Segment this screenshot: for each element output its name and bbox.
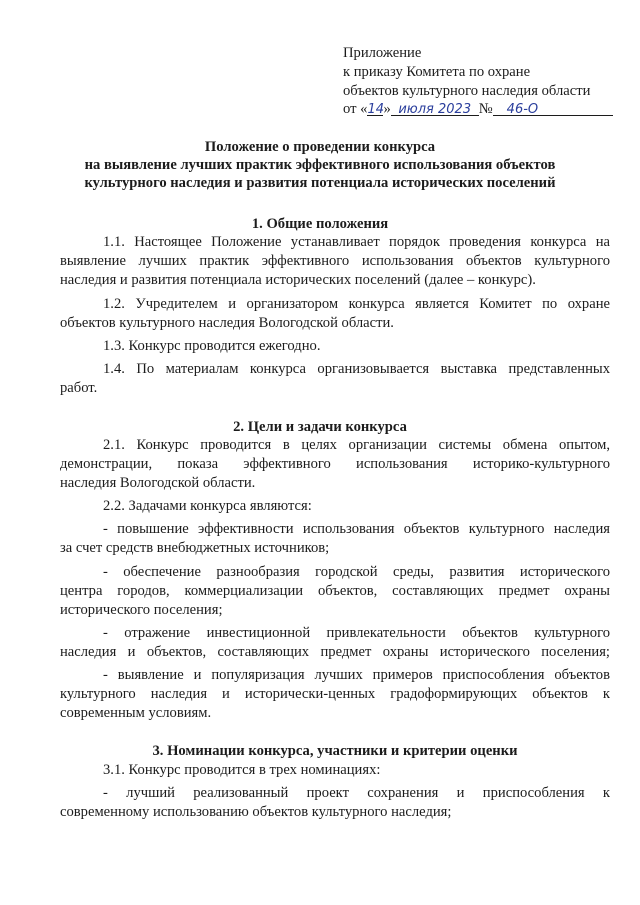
- section-heading: 2. Цели и задачи конкурса: [233, 419, 407, 435]
- list-item-line: - повышение эффективности использования объектов культурного наследия: [103, 521, 610, 537]
- paragraph-line: 1.3. Конкурс проводится ежегодно.: [103, 338, 321, 354]
- paragraph-line: наследия и развития потенциала исторических поселений (далее – конкурс).: [60, 272, 536, 288]
- paragraph-line: объектов культурного наследия Вологодской области.: [60, 315, 394, 331]
- list-item-line: современному использованию объектов культурного наследия;: [60, 804, 452, 820]
- document-title: культурного наследия и развития потенциала исторических поселений: [84, 175, 556, 191]
- list-item-line: - выявление и популяризация лучших примеров приспособления объектов: [103, 667, 610, 683]
- list-item-line: - отражение инвестиционной привлекательности объектов культурного: [103, 625, 610, 641]
- paragraph-line: 1.4. По материалам конкурса организовывается выставка представленных: [103, 361, 610, 377]
- paragraph-line: демонстрации, показа эффективного использования историко-культурного: [60, 456, 610, 472]
- handwritten-order-number: 46-О: [506, 102, 539, 117]
- paragraph-line: 2.2. Задачами конкурса являются:: [103, 498, 312, 514]
- list-item-line: - лучший реализованный проект сохранения и приспособления к: [103, 785, 610, 801]
- date-close-quote: »: [383, 101, 391, 117]
- list-item-line: центра городов, коммерциализации объектов, составляющих предмет охраны: [60, 583, 610, 599]
- number-label: №: [478, 101, 493, 117]
- list-item-line: культурного наследия и исторически-ценных градоформирующих объектов к: [60, 686, 610, 702]
- paragraph-line: выявление лучших практик эффективного использования объектов культурного: [60, 253, 610, 269]
- section-heading: 1. Общие положения: [251, 216, 389, 232]
- paragraph-line: 3.1. Конкурс проводится в трех номинациях:: [103, 762, 381, 778]
- list-item-line: исторического поселения;: [60, 602, 223, 618]
- list-item-line: современным условиям.: [60, 705, 212, 721]
- document-title: на выявление лучших практик эффективного использования объектов: [84, 157, 556, 173]
- order-reference-line: к приказу Комитета по охране: [343, 64, 531, 80]
- appendix-label: Приложение: [343, 45, 422, 61]
- paragraph-line: работ.: [60, 380, 98, 396]
- order-reference-line: объектов культурного наследия области: [343, 83, 591, 99]
- date-from-label: от «: [343, 101, 368, 117]
- paragraph-line: наследия Вологодской области.: [60, 475, 256, 491]
- handwritten-day: 14: [367, 102, 384, 117]
- list-item-line: за счет средств внебюджетных источников;: [60, 540, 330, 556]
- date-day-field: [367, 100, 383, 116]
- order-date-line: [343, 100, 613, 119]
- list-item-line: наследия и объектов, составляющих предмет охраны исторического поселения;: [60, 644, 610, 660]
- section-heading: 3. Номинации конкурса, участники и критерии оценки: [152, 743, 518, 759]
- paragraph-line: 2.1. Конкурс проводится в целях организации системы обмена опытом,: [103, 437, 610, 453]
- list-item-line: - обеспечение разнообразия городской среды, развития исторического: [103, 564, 610, 580]
- document-title: Положение о проведении конкурса: [204, 139, 436, 155]
- date-month-field: [391, 100, 479, 116]
- paragraph-line: 1.2. Учредителем и организатором конкурса является Комитет по охране: [103, 296, 610, 312]
- order-number-field: [493, 100, 613, 116]
- handwritten-month-year: июля 2023: [398, 102, 472, 117]
- paragraph-line: 1.1. Настоящее Положение устанавливает порядок проведения конкурса на: [103, 234, 610, 250]
